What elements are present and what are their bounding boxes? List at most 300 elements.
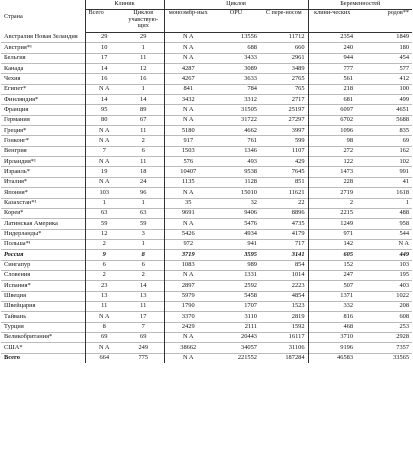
col-header-participating [123,10,164,33]
table-cell: 3432 [164,95,212,105]
table-cell: 41 [402,178,410,186]
table-cell: 2 [308,198,356,208]
col-header-total-clinics: Всего [85,10,123,33]
table-cell: 247 [308,270,356,280]
table-cell: 46583 [308,353,356,363]
col-header-participating-text: Циклов учавствую-щих [128,9,159,29]
table-cell: 765 [294,85,305,93]
table-cell: 2223 [291,281,305,289]
table-row [1,229,412,239]
table-cell: 2111 [244,323,257,331]
country-name: Корея* [4,209,24,217]
table-cell: 38662 [164,343,212,353]
table-cell: 5458 [244,292,257,300]
table-cell: 16117 [288,333,305,341]
table-cell: 95 [85,105,123,115]
table-cell: 152 [308,260,356,270]
table-cell: 1592 [291,323,305,331]
table-cell: 717 [294,240,305,248]
table-cell: 3489 [291,64,305,72]
table-header [1,0,412,33]
table-cell: 6702 [308,115,356,125]
country-name: Япония* [4,188,28,196]
table-cell: 775 [138,354,149,362]
table-cell: 544 [399,230,410,237]
table-cell: 816 [308,312,356,322]
table-cell: 3312 [244,95,257,103]
table-cell: 1128 [244,178,257,186]
country-name: Сингапур [4,261,31,269]
table-row [1,84,412,94]
country-name: Австрия*¹ [4,43,32,51]
table-body [1,33,412,364]
table-cell: 12 [85,229,123,239]
table-cell: 605 [308,250,356,260]
table-cell: 180 [399,43,410,51]
table-cell: 971 [308,229,356,239]
table-cell: N A [164,332,212,342]
table-cell: 6 [141,147,145,155]
country-name: Греция* [4,126,27,134]
country-name: Италия* [4,178,28,186]
table-cell: N A [164,270,212,280]
table-row [1,208,412,218]
table-cell: 688 [247,43,257,51]
table-cell: 31106 [288,343,305,351]
table-cell: N A [85,84,123,94]
table-cell: 34057 [241,343,257,351]
table-row [1,322,412,332]
table-cell: 19 [85,167,123,177]
table-cell: 35 [164,198,212,208]
table-cell: 332 [308,301,356,311]
table-cell: 16 [140,74,147,82]
table-cell: N A [85,126,123,136]
table-cell: 208 [399,302,410,310]
country-name: Великобритания* [4,333,53,341]
col-header-clinical [308,10,356,33]
table-cell: 841 [164,84,212,94]
country-name: Швеция [4,292,27,300]
table-cell: 3710 [308,332,356,342]
table-cell: N A [85,136,123,146]
table-cell: 1346 [244,147,257,155]
table-cell: N A [85,157,123,167]
table-cell: 63 [140,209,147,217]
table-cell: 5688 [396,116,410,124]
table-cell: 22 [298,198,305,206]
table-cell: 10407 [164,167,212,177]
table-cell: 13 [85,291,123,301]
table-cell: N A [164,43,212,53]
table-cell: 17 [85,53,123,63]
table-cell: 2354 [308,33,356,43]
table-cell: 8 [85,322,123,332]
table-cell: N A [164,53,212,63]
table-cell: 9196 [308,343,356,353]
table-cell: 103 [399,261,410,269]
table-cell: 561 [308,74,356,84]
table-cell: 664 [85,353,123,363]
table-cell: 89 [140,105,147,113]
table-cell: 1 [141,85,145,93]
table-cell: 784 [247,85,257,93]
table-cell: 2592 [244,281,257,289]
table-cell: 11 [85,301,123,311]
table-cell: N A [85,177,123,187]
col-header-single-embryo: моноэмбр-ных [164,10,212,33]
table-cell: 4651 [396,105,410,113]
table-cell: 29 [85,33,123,43]
table-cell: 488 [399,209,410,217]
table-cell: 10 [85,43,123,53]
country-name: Швейцария [4,302,36,310]
table-cell: N A [164,188,212,198]
table-cell: 2 [85,239,123,249]
country-name: Австралия Новая Зеландия [4,33,78,41]
table-cell: 96 [140,188,147,196]
table-cell: 69 [140,333,147,341]
table-cell: 142 [308,239,356,249]
table-cell: 1 [405,198,410,206]
table-cell: 5476 [244,219,257,227]
table-cell: 14 [140,281,147,289]
country-name: Словения [4,271,31,279]
table-cell: 3 [141,230,145,237]
table-cell: 9691 [164,208,212,218]
table-cell: N A [164,353,212,363]
table-cell: 253 [399,323,410,331]
country-name: Тайвань [4,312,27,320]
table-cell: 1107 [291,147,305,155]
table-cell: 1618 [396,188,410,196]
country-name: Всего [4,354,20,362]
country-name: Бельгия [4,54,26,62]
table-cell: 681 [308,95,356,105]
table-cell: 2429 [164,322,212,332]
table-cell: 493 [247,157,257,165]
table-cell: 599 [294,136,305,144]
table-cell: 2 [141,271,145,279]
table-cell: 11712 [288,33,305,41]
table-cell: 576 [164,157,212,167]
country-column-header: Страна [4,12,23,20]
table-cell: 3433 [244,54,257,62]
table-cell: 23 [85,281,123,291]
table-cell: 2719 [308,188,356,198]
table-row [1,136,412,146]
country-name: Египет* [4,85,27,93]
country-name: Израиль* [4,167,30,175]
table-cell: 7645 [291,167,305,175]
table-cell: 851 [294,178,305,186]
table-cell: N A [164,115,212,125]
table-cell: 1014 [291,271,305,279]
table-cell: 1523 [291,302,305,310]
table-cell: 18 [140,167,147,175]
col-header-with-transfer [260,10,308,33]
table-cell: 15010 [241,188,257,196]
table-cell: 1849 [396,33,410,41]
table-cell: 249 [138,343,149,351]
table-cell: 1 [141,198,145,206]
country-name: Гонконг* [4,136,29,144]
table-cell: 468 [308,322,356,332]
table-cell: 2215 [308,208,356,218]
table-cell: 1 [85,198,123,208]
country-name: США* [4,343,23,351]
table-cell: 4934 [244,230,257,237]
table-cell: 13 [140,292,147,300]
table-cell: 63 [85,208,123,218]
table-cell: 1371 [308,291,356,301]
table-cell: 577 [399,64,410,72]
table-cell: 2961 [291,54,305,62]
table-cell: 195 [399,271,410,279]
table-cell: 228 [308,177,356,187]
table-cell: 2 [85,270,123,280]
table-cell: 449 [399,250,410,258]
table-cell: 507 [308,281,356,291]
table-row [1,281,412,291]
table-cell: 4662 [244,126,257,134]
table-cell: 17 [140,312,147,320]
table-cell: 2897 [164,281,212,291]
table-cell: 608 [399,312,410,320]
table-cell: 6097 [308,105,356,115]
country-name: Испания* [4,281,31,289]
table-row [1,33,412,43]
country-name: Польша*¹ [4,240,31,248]
table-row [1,332,412,342]
table-cell: 7 [141,323,145,331]
country-name: Латинская Америка [4,219,58,227]
table-row [1,43,412,53]
table-cell: 429 [294,157,305,165]
table-cell: 4854 [291,292,305,300]
table-cell: N A [164,33,212,43]
table-row [1,157,412,167]
table-cell: 4179 [291,230,305,237]
table-row [1,167,412,177]
table-cell: 8896 [291,209,305,217]
col-header-clinical-text: клини-ческих [314,9,351,16]
table-cell: 11621 [288,188,305,196]
col-header-with-transfer-text: С пере-носом [265,9,302,16]
country-name: Канада [4,64,24,72]
table-cell: 24 [140,178,147,186]
table-cell: 1790 [164,301,212,311]
table-cell: 240 [308,43,356,53]
table-cell: 454 [399,54,410,62]
table-cell: N A [164,105,212,115]
table-row [1,239,412,249]
table-cell: 67 [140,116,147,124]
table-row [1,146,412,156]
table-cell: 6 [85,260,123,270]
table-cell: 412 [399,74,410,82]
table-cell: 6 [141,261,145,269]
country-name: Турция [4,323,24,331]
country-name: Чехия [4,74,21,82]
table-cell: 4287 [164,64,212,74]
table-cell: 9 [85,250,123,260]
table-row [1,198,412,208]
table-cell: 991 [399,167,410,175]
country-name: Нидерланды* [4,230,42,237]
country-name: Ирландия*¹ [4,157,36,165]
table-row [1,126,412,136]
table-row [1,250,412,260]
table-cell: 187284 [285,354,305,362]
table-cell: 27297 [288,116,305,124]
table-cell: 162 [399,147,410,155]
table-cell: 69 [402,136,410,144]
table-cell: 2 [141,136,145,144]
table-cell: 2717 [291,95,305,103]
table-cell: 1 [141,240,145,248]
country-name: Германия [4,116,30,124]
table-cell: 1 [141,43,145,51]
table-cell: 14 [85,95,123,105]
col-header-births: родов** [356,10,412,33]
table-cell: N A [164,219,212,229]
table-cell: 660 [294,43,305,51]
table-cell: 20443 [241,333,257,341]
table-cell: 3997 [291,126,305,134]
table-row [1,74,412,84]
table-cell: 1331 [244,271,257,279]
table-cell: 8 [141,250,145,258]
table-cell: 221552 [237,354,257,362]
table-cell: N A [85,312,123,322]
table-cell: 9538 [244,167,257,175]
table-cell: 11 [140,54,147,62]
table-cell: 972 [164,239,212,249]
country-name: Финляндия* [4,95,39,103]
country-name: Венгрия [4,147,27,155]
table-cell: 958 [399,219,410,227]
table-cell: 4735 [291,219,305,227]
table-cell: 14 [140,95,147,103]
table-cell: 1249 [308,219,356,229]
table-cell: 7 [85,146,123,156]
table-cell: 5426 [164,229,212,239]
cycles-group-header: Циклов [164,0,308,10]
table-cell: 103 [85,188,123,198]
table-row [1,312,412,322]
table-row [1,115,412,125]
table-cell: 3141 [291,250,305,258]
table-cell: 761 [247,136,257,144]
table-cell: 3633 [244,74,257,82]
table-cell: 3110 [244,312,257,320]
table-cell: 33565 [393,354,410,362]
table-cell: 3089 [244,64,257,72]
table-cell: 11 [140,302,147,310]
table-cell: 31722 [241,116,257,124]
table-cell: 944 [308,53,356,63]
col-header-opu: OPU [212,10,260,33]
table-row [1,343,412,353]
table-cell: 98 [308,136,356,146]
table-cell: 835 [399,126,410,134]
table-cell: 4267 [164,74,212,84]
table-cell: 218 [308,84,356,94]
ivf-statistics-table [1,0,412,363]
table-cell: 777 [308,64,356,74]
pregnancies-group-header: Беременностей [308,0,412,10]
table-cell: N A [85,343,123,353]
table-cell: 499 [399,95,410,103]
table-row [1,64,412,74]
table-cell: 2819 [291,312,305,320]
table-cell: 5979 [164,291,212,301]
table-cell: 29 [140,33,147,41]
country-name: Россия [4,250,24,258]
table-cell: 122 [308,157,356,167]
table-cell: 989 [247,261,257,269]
table-cell: 1503 [164,146,212,156]
table-row [1,105,412,115]
table-cell: 80 [85,115,123,125]
table-cell: 5180 [164,126,212,136]
table-cell: 272 [308,146,356,156]
country-name: Казахстан*¹ [4,198,37,206]
table-cell: 16 [85,74,123,84]
table-cell: 25197 [288,105,305,113]
table-cell: 1022 [396,292,410,300]
table-cell: 13556 [241,33,257,41]
table-cell: 403 [399,281,410,289]
table-cell: 14 [85,64,123,74]
table-cell: 2765 [291,74,305,82]
table-cell: 100 [399,85,410,93]
table-row [1,53,412,63]
table-row [1,188,412,198]
table-cell: 854 [294,261,305,269]
table-row [1,95,412,105]
table-row [1,260,412,270]
table-cell: 1707 [244,302,257,310]
clinics-group-header: Клиник [85,0,164,10]
table-cell: 11 [140,157,147,165]
table-cell: 31505 [241,105,257,113]
table-cell: 1135 [164,177,212,187]
table-cell: 1096 [308,126,356,136]
table-cell: 3370 [164,312,212,322]
table-cell: 917 [164,136,212,146]
table-row [1,177,412,187]
table-cell: 59 [85,219,123,229]
table-cell: 7357 [396,343,410,351]
table-row [1,301,412,311]
table-cell: 1083 [164,260,212,270]
table-row [1,270,412,280]
table-cell: 2928 [396,333,410,341]
table-cell: 11 [140,126,147,134]
table-cell: 69 [85,332,123,342]
table-cell: 3595 [244,250,257,258]
table-cell: 1473 [308,167,356,177]
table-row [1,291,412,301]
table-row [1,219,412,229]
table-cell: 941 [247,240,257,248]
table-cell: 59 [140,219,147,227]
table-cell: N A [398,240,410,248]
total-row [1,353,412,363]
table-cell: 102 [399,157,410,165]
